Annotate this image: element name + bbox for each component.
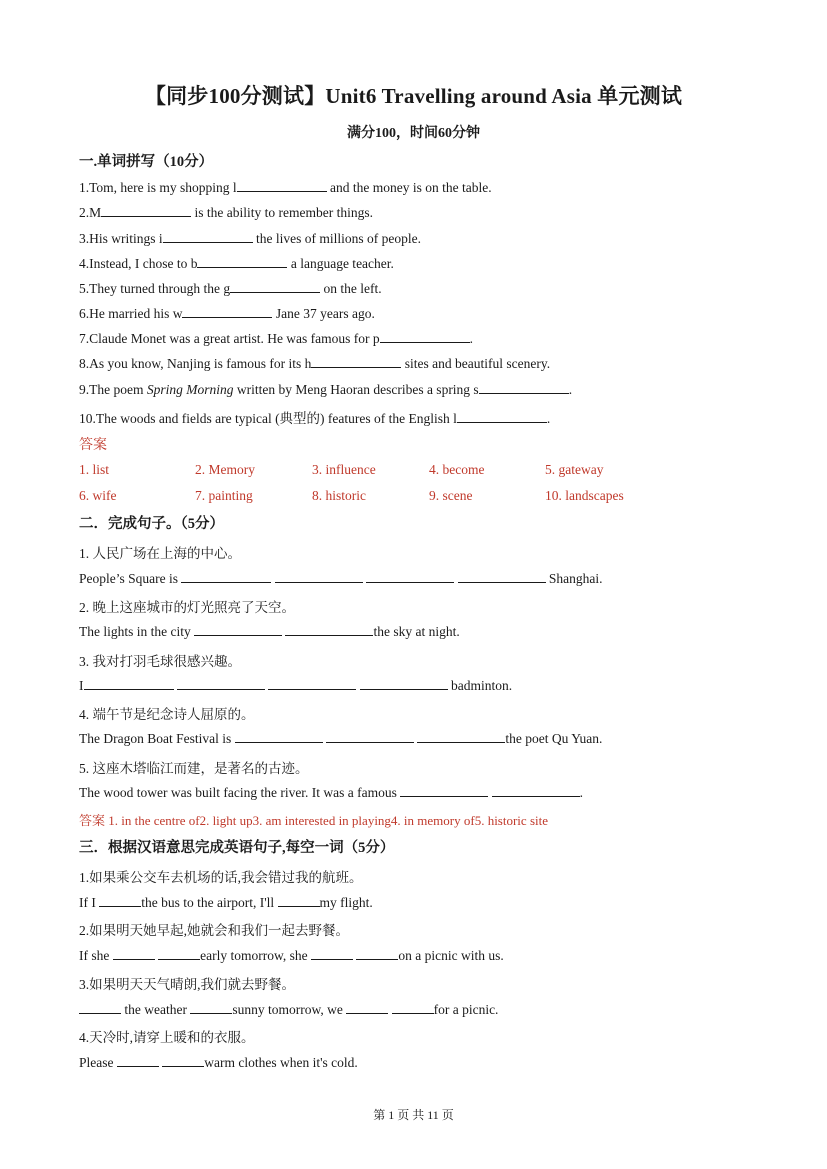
section-3-heading: 三．根据汉语意思完成英语句子,每空一词（5分）	[79, 840, 395, 856]
question-1-9: 9.The poem Spring Morning written by Meng Haoran describes a spring s .	[79, 382, 573, 397]
answer-item: 5. gateway	[545, 462, 604, 477]
question-1-2: 2.M is the ability to remember things.	[79, 205, 373, 220]
answer-item: 10. landscapes	[545, 488, 624, 503]
answer-label: 答案	[79, 438, 107, 453]
sentence-2-3-cn: 3. 我对打羽毛球很感兴趣。	[79, 654, 241, 669]
answer-blank	[230, 280, 320, 293]
answer-blank	[311, 355, 401, 368]
answer-blank	[197, 255, 287, 268]
sentence-3-1-cn: 1.如果乘公交车去机场的话,我会错过我的航班。	[79, 870, 363, 885]
answer-item: 8. historic	[312, 488, 366, 503]
sentence-3-1-en: If I the bus to the airport, I'll my flight.	[79, 895, 373, 910]
sentence-2-5-en: The wood tower was built facing the river. It was a famous .	[79, 785, 584, 800]
question-1-3: 3.His writings i the lives of millions of people.	[79, 231, 421, 246]
page-subtitle: 满分100，时间60分钟	[347, 126, 480, 141]
answer-item: 7. painting	[195, 488, 253, 503]
sentence-2-4-cn: 4. 端午节是纪念诗人屈原的。	[79, 707, 255, 722]
answer-item: 9. scene	[429, 488, 473, 503]
sentence-2-1-cn: 1. 人民广场在上海的中心。	[79, 546, 241, 561]
answer-item: 3. influence	[312, 462, 376, 477]
sentence-3-2-cn: 2.如果明天她早起,她就会和我们一起去野餐。	[79, 923, 349, 938]
answer-item: 2. Memory	[195, 462, 255, 477]
question-1-5: 5.They turned through the g on the left.	[79, 281, 382, 296]
sentence-2-5-cn: 5. 这座木塔临江而建，是著名的古迹。	[79, 761, 309, 776]
answer-item: 6. wife	[79, 488, 117, 503]
sentence-2-1-en: People’s Square is Shanghai.	[79, 571, 603, 586]
answer-blank	[163, 230, 253, 243]
section-1-heading: 一.单词拼写（10分）	[79, 154, 214, 170]
answer-blank	[380, 330, 470, 343]
sentence-2-2-en: The lights in the city the sky at night.	[79, 624, 460, 639]
sentence-2-4-en: The Dragon Boat Festival is the poet Qu Yuan.	[79, 731, 603, 746]
answer-blank	[101, 204, 191, 217]
question-1-7: 7.Claude Monet was a great artist. He was famous for p .	[79, 331, 474, 346]
answer-blank	[479, 381, 569, 394]
sentence-3-4-en: Please warm clothes when it's cold.	[79, 1055, 358, 1070]
page-title: 【同步100分测试】Unit6 Travelling around Asia 单元测试	[144, 84, 683, 108]
answer-blank	[182, 305, 272, 318]
sentence-3-3-cn: 3.如果明天天气晴朗,我们就去野餐。	[79, 977, 295, 992]
question-1-4: 4.Instead, I chose to b a language teacher.	[79, 256, 394, 271]
sentence-2-2-cn: 2. 晚上这座城市的灯光照亮了天空。	[79, 600, 295, 615]
answer-item: 4. become	[429, 462, 485, 477]
answer-blank	[237, 179, 327, 192]
answer-blank	[457, 410, 547, 423]
question-1-8: 8.As you know, Nanjing is famous for its h sites and beautiful scenery.	[79, 356, 551, 371]
question-1-1: 1.Tom, here is my shopping l and the money is on the table.	[79, 180, 492, 195]
sentence-3-3-en: the weather sunny tomorrow, we for a picnic.	[79, 1001, 498, 1018]
answer-item: 1. list	[79, 462, 110, 477]
section-2-answer: 答案 1. in the centre of2. light up3. am interested in playing4. in memory of5. historic site	[79, 813, 548, 828]
page-footer: 第 1 页 共 11 页	[373, 1108, 454, 1122]
question-1-6: 6.He married his w Jane 37 years ago.	[79, 306, 375, 321]
section-2-heading: 二．完成句子。（5分）	[79, 516, 224, 532]
question-1-10: 10.The woods and fields are typical (典型的) features of the English l .	[79, 411, 551, 426]
sentence-2-3-en: I badminton.	[79, 678, 513, 693]
sentence-3-2-en: If she early tomorrow, she on a picnic with us.	[79, 948, 504, 963]
sentence-3-4-cn: 4.天冷时,请穿上暖和的衣服。	[79, 1030, 255, 1045]
